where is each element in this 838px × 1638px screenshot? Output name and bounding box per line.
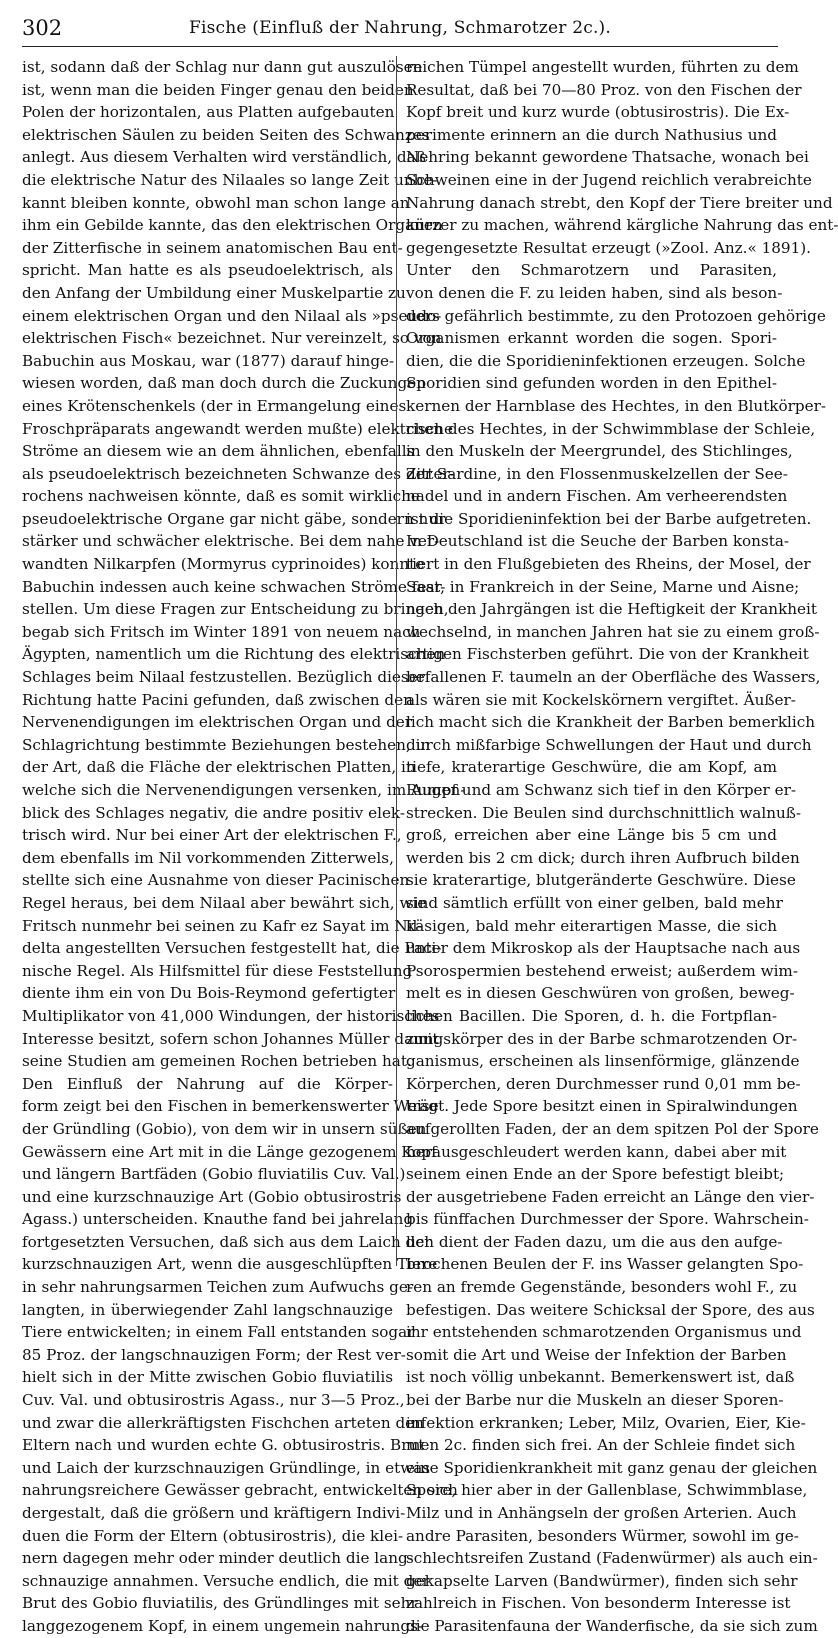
- text-line: dien, die die Sporidieninfektionen erzeugen. Solche: [406, 351, 806, 370]
- text-line: schlechtsreifen Zustand (Fadenwürmer) als auch ein-: [406, 1549, 818, 1568]
- column-divider: [396, 56, 397, 1266]
- text-line: herausgeschleudert werden kann, dabei aber mit: [406, 1142, 787, 1161]
- text-line: elektrischen Säulen zu beiden Seiten des Schwanzes: [22, 125, 430, 144]
- text-line: in sehr nahrungsarmen Teichen zum Aufwuchs ge-: [22, 1278, 413, 1297]
- text-line: Richtung hatte Pacini gefunden, daß zwischen den: [22, 690, 413, 709]
- text-line: die Parasitenfauna der Wanderfische, da sie sich zum: [406, 1616, 818, 1635]
- text-line: lich macht sich die Krankheit der Barben bemerklich: [406, 713, 816, 732]
- text-line: 85 Proz. der langschnauzigen Form; der Rest ver-: [22, 1345, 406, 1364]
- text-line: lichen Bacillen. Die Sporen, d. h. die Fortpflan-: [406, 1006, 777, 1025]
- text-line: Agass.) unterscheiden. Knauthe fand bei jahrelang: [22, 1210, 414, 1229]
- text-line: Schlagrichtung bestimmte Beziehungen bestehen, in: [22, 735, 431, 754]
- text-line: Tiere entwickelten; in einem Fall entstanden sogar: [22, 1323, 415, 1342]
- text-line: eines Krötenschenkels (der in Ermangelung eines: [22, 396, 407, 415]
- text-line: ist noch völlig unbekannt. Bemerkenswert ist, daß: [406, 1368, 795, 1387]
- text-line: Spore, hier aber in der Gallenblase, Schwimmblase,: [406, 1481, 808, 1500]
- page-number: 302: [22, 16, 63, 40]
- running-title: Fische (Einfluß der Nahrung, Schmarotzer 2c.).: [189, 18, 611, 38]
- text-line: durch mißfarbige Schwellungen der Haut und durch: [406, 735, 812, 754]
- text-line: Milz und in Anhängseln der großen Arterien. Auch: [406, 1504, 797, 1522]
- text-line: kannt bleiben konnte, obwohl man schon lange an: [22, 193, 410, 212]
- text-line: käsigen, bald mehr eiterartigen Masse, die sich: [406, 916, 777, 935]
- text-line: langten, in überwiegender Zahl langschnauzige: [22, 1300, 393, 1319]
- text-line: stellte sich eine Ausnahme von dieser Pacinischen: [22, 871, 410, 890]
- text-line: von denen die F. zu leiden haben, sind als beson-: [406, 283, 783, 302]
- text-line: dergestalt, daß die größern und kräftigern Indivi-: [22, 1504, 406, 1522]
- text-line: Nehring bekannt gewordene Thatsache, wonach bei: [406, 148, 809, 167]
- text-line: und längern Bartfäden (Gobio fluviatilis Cuv. Val.): [22, 1165, 406, 1184]
- text-line: gekapselte Larven (Bandwürmer), finden sich sehr: [406, 1571, 798, 1590]
- text-line: nach den Jahrgängen ist die Heftigkeit der Krankheit: [406, 600, 817, 619]
- text-line: und eine kurzschnauzige Art (Gobio obtusirostris: [22, 1187, 402, 1206]
- text-line: pseudoelektrische Organe gar nicht gäbe, sondern nur: [22, 509, 446, 528]
- text-line: Froschpräparats angewandt werden mußte) elektrische: [22, 419, 453, 438]
- text-line: Interesse besitzt, sofern schon Johannes Müller damit: [22, 1029, 439, 1048]
- text-line: Babuchin indessen auch keine schwachen Ströme fest-: [22, 577, 446, 596]
- text-line: rochens nachweisen könnte, daß es somit wirkliche: [22, 487, 420, 506]
- text-line: als pseudoelektrisch bezeichneten Schwanze des Zitter-: [22, 464, 455, 483]
- text-line: Psorospermien bestehend erweist; außerdem wim-: [406, 961, 798, 980]
- text-line: ganismus, erscheinen als linsenförmige, glänzende: [406, 1052, 800, 1071]
- text-line: seinem einen Ende an der Spore befestigt bleibt;: [406, 1165, 785, 1184]
- text-line: einem elektrischen Organ und den Nilaal als »pseudo-: [22, 306, 442, 325]
- text-line: nahrungsreichere Gewässer gebracht, entwickelten sich: [22, 1481, 458, 1500]
- text-line: Regel heraus, bei dem Nilaal aber bewährt sich, wie: [22, 893, 427, 912]
- text-line: die elektrische Natur des Nilaales so lange Zeit unbe-: [22, 170, 438, 189]
- text-line: ders gefährlich bestimmte, zu den Protozoen gehörige: [406, 306, 826, 325]
- text-line: wiesen worden, daß man doch durch die Zuckungen: [22, 374, 426, 393]
- text-line: infektion erkranken; Leber, Milz, Ovarien, Eier, Kie-: [406, 1413, 806, 1432]
- text-line: zungskörper des in der Barbe schmarotzenden Or-: [406, 1029, 798, 1048]
- text-line: kürzer zu machen, während kärgliche Nahrung das ent-: [406, 216, 838, 235]
- page-header: [22, 10, 778, 47]
- text-line: Brut des Gobio fluviatilis, des Gründlinges mit sehr: [22, 1594, 418, 1613]
- text-line: unter dem Mikroskop als der Hauptsache nach aus: [406, 939, 801, 958]
- text-line: gegengesetzte Resultat erzeugt (»Zool. Anz.« 1891).: [406, 238, 812, 257]
- text-line: schnauzige annahmen. Versuche endlich, die mit der: [22, 1571, 430, 1590]
- text-line: Cuv. Val. und obtusirostris Agass., nur 3—5 Proz.,: [22, 1391, 405, 1410]
- text-line: Fritsch nunmehr bei seinen zu Kafr ez Sayat im Nil-: [22, 916, 423, 935]
- text-line: Resultat, daß bei 70—80 Proz. von den Fischen der: [406, 80, 802, 99]
- text-line: Multiplikator von 41,000 Windungen, der historisches: [22, 1006, 440, 1025]
- text-line: melt es in diesen Geschwüren von großen, beweg-: [406, 984, 795, 1003]
- text-line: hielt sich in der Mitte zwischen Gobio fluviatilis: [22, 1368, 393, 1387]
- text-line: ren an fremde Gegenstände, besonders wohl F., zu: [406, 1278, 798, 1297]
- text-line: befestigen. Das weitere Schicksal der Spore, des aus: [406, 1300, 815, 1319]
- text-line: Organismen erkannt worden die sogen. Spori-: [406, 329, 777, 348]
- text-line: men 2c. finden sich frei. An der Schleie findet sich: [406, 1436, 796, 1455]
- text-line: bis fünffachen Durchmesser der Spore. Wahrschein-: [406, 1210, 809, 1229]
- text-line: nische Regel. Als Hilfsmittel für diese Feststellung: [22, 961, 413, 980]
- text-line: spricht. Man hatte es als pseudoelektrisch, als: [22, 261, 393, 280]
- text-line: Ägypten, namentlich um die Richtung des elektrischen: [22, 645, 446, 664]
- text-line: ist, sodann daß der Schlag nur dann gut auszulösen: [22, 58, 423, 76]
- text-line: anlegt. Aus diesem Verhalten wird verständlich, daß: [22, 148, 426, 167]
- text-line: Polen der horizontalen, aus Platten aufgebauten: [22, 103, 395, 122]
- text-line: Den Einfluß der Nahrung auf die Körper-: [22, 1074, 393, 1093]
- text-line: trisch wird. Nur bei einer Art der elektrischen F.,: [22, 826, 402, 845]
- text-line: kurzschnauzigen Art, wenn die ausgeschlüpften Tiere: [22, 1255, 438, 1274]
- text-line: tiert in den Flußgebieten des Rheins, der Mosel, der: [406, 555, 811, 574]
- text-line: Unter den Schmarotzern und Parasiten,: [406, 261, 777, 280]
- text-line: Eltern nach und wurden echte G. obtusirostris. Brut: [22, 1436, 425, 1455]
- text-line: in den Muskeln der Meergrundel, des Stichlinges,: [406, 442, 793, 461]
- text-line: reichen Tümpel angestellt wurden, führten zu dem: [406, 58, 799, 76]
- text-line: nern dagegen mehr oder minder deutlich die lang-: [22, 1549, 413, 1568]
- text-line: Schweinen eine in der Jugend reichlich verabreichte: [406, 170, 812, 189]
- text-line: trägt. Jede Spore besitzt einen in Spiralwindungen: [406, 1097, 798, 1116]
- text-line: Sporidien sind gefunden worden in den Epithel-: [406, 374, 777, 393]
- text-line: dem ebenfalls im Nil vorkommenden Zitterwels,: [22, 848, 394, 867]
- text-line: Gewässern eine Art mit in die Länge gezogenem Kopf: [22, 1142, 437, 1161]
- text-line: strecken. Die Beulen sind durchschnittlich walnuß-: [406, 803, 802, 822]
- text-line: wechselnd, in manchen Jahren hat sie zu einem groß-: [406, 622, 820, 641]
- text-line: tiefe, kraterartige Geschwüre, die am Kopf, am: [406, 758, 777, 777]
- text-line: brochenen Beulen der F. ins Wasser gelangten Spo-: [406, 1255, 804, 1274]
- text-line: wandten Nilkarpfen (Mormyrus cyprinoides) konnte: [22, 555, 425, 574]
- text-line: der Gründling (Gobio), von dem wir in unsern süßen: [22, 1119, 427, 1138]
- text-line: Kopf breit und kurz wurde (obtusirostris). Die Ex-: [406, 103, 790, 122]
- text-line: Schlages beim Nilaal festzustellen. Bezüglich dieser: [22, 668, 425, 687]
- text-line: delta angestellten Versuchen festgestellt hat, die Paci-: [22, 939, 442, 958]
- text-line: der Zitterfische in seinem anatomischen Bau ent-: [22, 238, 403, 257]
- right-column: [406, 56, 838, 1635]
- text-line: Nahrung danach strebt, den Kopf der Tiere breiter und: [406, 193, 833, 212]
- text-line: kernen der Harnblase des Hechtes, in den Blutkörper-: [406, 396, 826, 415]
- text-line: und Laich der kurzschnauzigen Gründlinge, in etwas: [22, 1458, 431, 1477]
- text-line: lich dient der Faden dazu, um die aus den aufge-: [406, 1232, 783, 1251]
- text-line: der Sardine, in den Flossenmuskelzellen der See-: [406, 464, 788, 483]
- text-line: stärker und schwächer elektrische. Bei dem nahe ver-: [22, 532, 440, 551]
- text-line: ihr entstehenden schmarotzenden Organismus und: [406, 1323, 802, 1342]
- text-line: langgezogenem Kopf, in einem ungemein nahrungs-: [22, 1616, 424, 1635]
- text-line: stellen. Um diese Fragen zur Entscheidung zu bringen,: [22, 600, 449, 619]
- text-line: bei der Barbe nur die Muskeln an dieser Sporen-: [406, 1391, 784, 1410]
- text-line: nadel und in andern Fischen. Am verheerendsten: [406, 487, 788, 506]
- text-line: welche sich die Nervenendigungen versenken, im Augen-: [22, 781, 466, 799]
- text-line: begab sich Fritsch im Winter 1891 von neuem nach: [22, 622, 421, 641]
- text-line: sind sämtlich erfüllt von einer gelben, bald mehr: [406, 893, 783, 912]
- text-line: Saar, in Frankreich in der Seine, Marne und Aisne;: [406, 577, 800, 596]
- text-line: als wären sie mit Kockelskörnern vergiftet. Äußer-: [406, 690, 796, 709]
- text-line: diente ihm ein von Du Bois-Reymond gefertigter: [22, 984, 396, 1003]
- text-line: sie kraterartige, blutgeränderte Geschwüre. Diese: [406, 871, 796, 890]
- text-line: befallenen F. taumeln an der Oberfläche des Wassers,: [406, 668, 821, 687]
- text-line: und zwar die allerkräftigsten Fischchen arteten den: [22, 1413, 424, 1432]
- text-line: Babuchin aus Moskau, war (1877) darauf hinge-: [22, 351, 395, 370]
- text-line: Ströme an diesem wie an dem ähnlichen, ebenfalls: [22, 442, 415, 461]
- text-line: der Art, daß die Fläche der elektrischen Platten, in: [22, 758, 416, 777]
- text-line: seine Studien am gemeinen Rochen betrieben hat.: [22, 1052, 412, 1071]
- text-line: zahlreich in Fischen. Von besonderm Interesse ist: [406, 1594, 791, 1613]
- text-line: werden bis 2 cm dick; durch ihren Aufbruch bilden: [406, 848, 800, 867]
- text-line: In Deutschland ist die Seuche der Barben konsta-: [406, 532, 790, 551]
- text-line: elektrischen Fisch« bezeichnet. Nur vereinzelt, so von: [22, 329, 442, 348]
- text-line: form zeigt bei den Fischen in bemerkenswerter Weise: [22, 1097, 439, 1116]
- text-line: somit die Art und Weise der Infektion der Barben: [406, 1345, 787, 1364]
- text-line: andre Parasiten, besonders Würmer, sowohl im ge-: [406, 1526, 799, 1545]
- text-line: den Anfang der Umbildung einer Muskelpartie zu: [22, 283, 406, 302]
- text-line: duen die Form der Eltern (obtusirostris), die klei-: [22, 1526, 404, 1545]
- text-line: ist, wenn man die beiden Finger genau den beiden: [22, 80, 414, 99]
- text-line: aufgerollten Faden, der an dem spitzen Pol der Spore: [406, 1119, 819, 1138]
- text-line: blick des Schlages negativ, die andre positiv elek-: [22, 803, 405, 822]
- text-line: der ausgetriebene Faden erreicht an Länge den vier-: [406, 1187, 815, 1206]
- text-line: groß, erreichen aber eine Länge bis 5 cm und: [406, 826, 777, 845]
- text-line: eine Sporidienkrankheit mit ganz genau der gleichen: [406, 1458, 818, 1477]
- text-line: Rumpf und am Schwanz sich tief in den Körper er-: [406, 781, 797, 799]
- text-line: ihm ein Gebilde kannte, das den elektrischen Organen: [22, 216, 443, 235]
- text-line: Körperchen, deren Durchmesser rund 0,01 mm be-: [406, 1074, 801, 1093]
- text-line: Nervenendigungen im elektrischen Organ und der: [22, 713, 413, 732]
- text-line: perimente erinnern an die durch Nathusius und: [406, 125, 777, 144]
- text-line: ist die Sporidieninfektion bei der Barbe aufgetreten.: [406, 509, 812, 528]
- left-column: [22, 56, 466, 1635]
- text-line: fortgesetzten Versuchen, daß sich aus dem Laich der: [22, 1232, 432, 1251]
- text-line: artigen Fischsterben geführt. Die von der Krankheit: [406, 645, 809, 664]
- text-line: chen des Hechtes, in der Schwimmblase der Schleie,: [406, 419, 816, 438]
